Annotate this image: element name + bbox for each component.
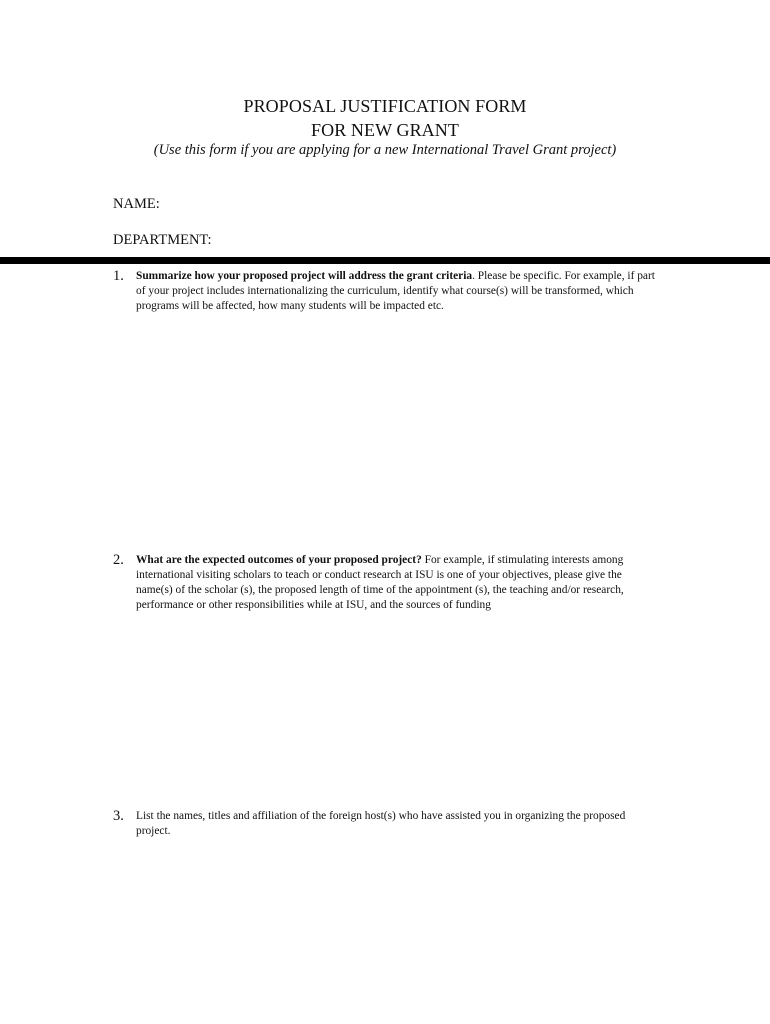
form-title-line-1: PROPOSAL JUSTIFICATION FORM	[243, 96, 527, 116]
form-title-line-2: FOR NEW GRANT	[311, 120, 459, 140]
question-body: . Please be specific. For example, if part of your project includes internationalizing the curriculum, identify what course(s) will be transformed, which programs will be affected, how many students will be impacted etc.	[136, 270, 655, 312]
question-1	[113, 269, 658, 314]
question-bold-lead: Summarize how your proposed project will address the grant criteria	[136, 270, 473, 282]
question-number: 3.	[113, 808, 124, 824]
question-2	[113, 553, 658, 613]
question-3	[113, 809, 658, 839]
question-number: 1.	[113, 268, 124, 284]
section-divider	[0, 257, 770, 264]
question-text	[136, 809, 658, 839]
department-label: DEPARTMENT:	[113, 232, 212, 248]
question-body: For example, if stimulating interests among international visiting scholars to teach or conduct research at ISU is one of your objectives, please give the name(s) of the scholar (s), the proposed length of time of the appointment (s), the teaching and/or research, performance or other responsibilities while at ISU, and the sources of funding	[136, 554, 624, 611]
form-subtitle: (Use this form if you are applying for a new International Travel Grant project)	[153, 142, 617, 158]
name-label: NAME:	[113, 196, 160, 212]
question-number: 2.	[113, 552, 124, 568]
question-text	[136, 269, 658, 314]
question-body: List the names, titles and affiliation of the foreign host(s) who have assisted you in organizing the proposed project.	[136, 810, 626, 837]
question-bold-lead: What are the expected outcomes of your proposed project?	[136, 554, 422, 566]
question-text	[136, 553, 658, 613]
